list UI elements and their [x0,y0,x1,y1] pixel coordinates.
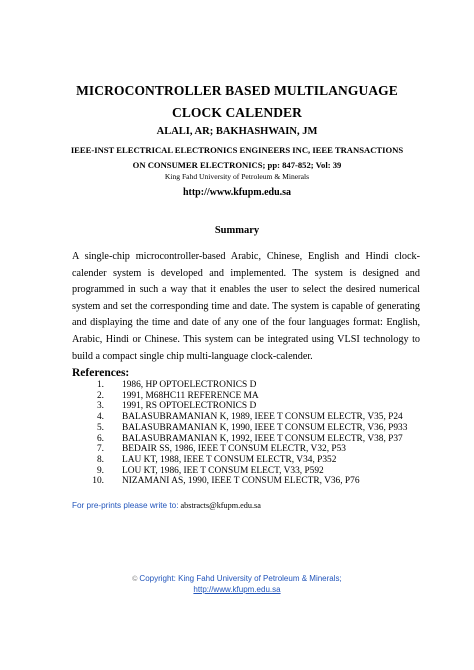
references-list [84,380,414,487]
reference-number: 6. [96,433,104,444]
reference-item [84,455,414,466]
preprint-email[interactable]: abstracts@kfupm.edu.sa [180,501,261,510]
reference-number: 4. [96,412,104,423]
reference-item [84,423,414,434]
footer-copyright: Copyright: King Fahd University of Petroleum & Minerals; [139,574,342,583]
reference-item [84,412,414,423]
reference-text: BALASUBRAMANIAN K, 1992, IEEE T CONSUM ELECTR, V38, P37 [122,433,403,444]
paper-authors: ALALI, AR; BAKHASHWAIN, JM [156,126,318,137]
preprint-label: For pre-prints please write to: [72,501,179,510]
summary-text: A single-chip microcontroller-based Arabic, Chinese, English and Hindi clock-calender system is developed and implemented. The system is designed and programmed in such a way that it enables the user to select the desired numerical system and set the corresponding time and date. The system is capable of generating and displaying the time and date of any one of the four languages format: English, Arabic, Hindi or Chinese. This system can be integrated using VLSI technology to build a compact single chip multi-language clock-calender. [72,251,420,362]
reference-number: 1. [96,380,104,390]
journal-citation: IEEE-INST ELECTRICAL ELECTRONICS ENGINEERS INC, IEEE TRANSACTIONS ON CONSUMER ELECTRONICS; pp: 847-852; Vol: 39 [70,145,404,170]
reference-item [84,401,414,412]
reference-text: LAU KT, 1988, IEEE T CONSUM ELECTR, V34, P352 [122,454,337,465]
institution-name: King Fahd University of Petroleum & Minerals [164,172,310,181]
references-heading: References: [72,367,130,379]
reference-item [84,466,414,477]
reference-item [84,444,414,455]
reference-text: LOU KT, 1986, IEE T CONSUM ELECT, V33, P592 [122,465,324,476]
reference-item [84,434,414,445]
reference-text: NIZAMANI AS, 1990, IEEE T CONSUM ELECTR, V36, P76 [122,476,360,487]
reference-text: BEDAIR SS, 1986, IEEE T CONSUM ELECTR, V32, P53 [122,444,346,455]
reference-number: 10. [92,476,104,487]
reference-text: 1991, RS OPTOELECTRONICS D [122,401,257,412]
reference-number: 8. [96,454,104,465]
reference-text: 1991, M68HC11 REFERENCE MA [122,390,259,401]
footer [0,574,474,595]
summary-heading: Summary [214,225,260,236]
reference-item [84,380,414,391]
reference-number: 9. [96,465,104,476]
reference-item [84,391,414,402]
reference-text: 1986, HP OPTOELECTRONICS D [122,380,257,390]
preprint-note [72,501,261,511]
reference-number: 7. [96,444,104,455]
institution-url[interactable]: http://www.kfupm.edu.sa [182,187,292,198]
footer-link[interactable]: http://www.kfupm.edu.sa [193,585,281,594]
reference-item [84,476,414,487]
paper-title: MICROCONTROLLER BASED MULTILANGUAGE CLOCK CALENDER [76,83,398,120]
copyright-icon: © [132,576,138,583]
reference-text: BALASUBRAMANIAN K, 1989, IEEE T CONSUM ELECTR, V35, P24 [122,412,403,423]
reference-number: 2. [96,390,104,401]
reference-number: 5. [96,422,104,433]
reference-number: 3. [96,401,104,412]
reference-text: BALASUBRAMANIAN K, 1990, IEEE T CONSUM ELECTR, V36, P933 [122,422,408,433]
